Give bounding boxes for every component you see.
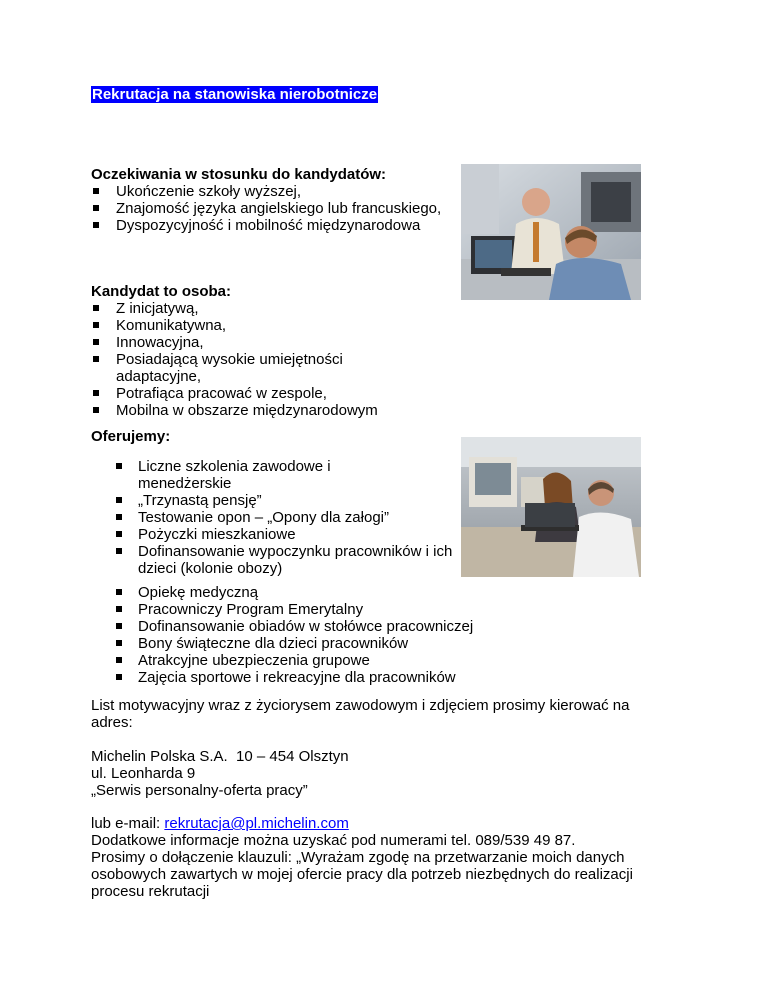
list-item: Komunikatywna, bbox=[91, 317, 451, 334]
square-bullet-icon bbox=[93, 322, 99, 328]
expectations-heading: Oczekiwania w stosunku do kandydatów: bbox=[91, 166, 387, 183]
candidate-heading: Kandydat to osoba: bbox=[91, 283, 232, 300]
offer-section-a bbox=[91, 458, 456, 577]
square-bullet-icon bbox=[116, 606, 122, 612]
candidate-list bbox=[91, 300, 451, 419]
square-bullet-icon bbox=[116, 531, 122, 537]
list-item: Pożyczki mieszkaniowe bbox=[91, 526, 456, 543]
square-bullet-icon bbox=[116, 514, 122, 520]
list-item: Zajęcia sportowe i rekreacyjne dla pracowników bbox=[91, 669, 551, 686]
office-photo-computer bbox=[461, 164, 641, 300]
email-link[interactable]: rekrutacja@pl.michelin.com bbox=[164, 815, 349, 832]
address-line: Michelin Polska S.A. 10 – 454 Olsztyn bbox=[91, 748, 349, 765]
square-bullet-icon bbox=[93, 407, 99, 413]
square-bullet-icon bbox=[116, 589, 122, 595]
address-line: ul. Leonharda 9 bbox=[91, 765, 196, 782]
square-bullet-icon bbox=[93, 305, 99, 311]
list-item: Znajomość języka angielskiego lub francuskiego, bbox=[91, 200, 446, 217]
email-prefix: lub e-mail: bbox=[91, 815, 165, 832]
square-bullet-icon bbox=[116, 463, 122, 469]
list-item: Potrafiąca pracować w zespole, bbox=[91, 385, 451, 402]
offer-list-a bbox=[91, 458, 456, 577]
square-bullet-icon bbox=[116, 657, 122, 663]
list-item: Mobilna w obszarze międzynarodowym bbox=[91, 402, 451, 419]
list-item: Dofinansowanie wypoczynku pracowników i ich dzieci (kolonie obozy) bbox=[91, 543, 458, 577]
contact-details bbox=[91, 815, 681, 900]
list-item: Posiadającą wysokie umiejętności adaptacyjne, bbox=[91, 351, 391, 385]
offer-section-b bbox=[91, 584, 551, 686]
offer-list-b bbox=[91, 584, 551, 686]
list-item: Liczne szkolenia zawodowe i menedżerskie bbox=[91, 458, 383, 492]
square-bullet-icon bbox=[93, 339, 99, 345]
phone-info: Dodatkowe informacje można uzyskać pod numerami tel. 089/539 49 87. bbox=[91, 832, 576, 849]
expectations-list bbox=[91, 183, 446, 234]
square-bullet-icon bbox=[93, 188, 99, 194]
list-item: Atrakcyjne ubezpieczenia grupowe bbox=[91, 652, 551, 669]
list-item: Dyspozycyjność i mobilność międzynarodowa bbox=[91, 217, 446, 234]
square-bullet-icon bbox=[116, 497, 122, 503]
address-line: „Serwis personalny-oferta pracy” bbox=[91, 782, 308, 799]
square-bullet-icon bbox=[116, 640, 122, 646]
email-line bbox=[91, 815, 681, 832]
square-bullet-icon bbox=[116, 548, 122, 554]
square-bullet-icon bbox=[93, 390, 99, 396]
page-title: Rekrutacja na stanowiska nierobotnicze bbox=[92, 86, 378, 103]
candidate-section bbox=[91, 283, 451, 419]
office-photo-team bbox=[461, 437, 641, 577]
square-bullet-icon bbox=[93, 356, 99, 362]
list-item: Z inicjatywą, bbox=[91, 300, 451, 317]
list-item: „Trzynastą pensję” bbox=[91, 492, 456, 509]
square-bullet-icon bbox=[93, 222, 99, 228]
list-item: Opiekę medyczną bbox=[91, 584, 551, 601]
square-bullet-icon bbox=[116, 674, 122, 680]
list-item: Innowacyjna, bbox=[91, 334, 451, 351]
expectations-section bbox=[91, 166, 446, 234]
list-item: Bony świąteczne dla dzieci pracowników bbox=[91, 635, 551, 652]
list-item: Pracowniczy Program Emerytalny bbox=[91, 601, 551, 618]
contact-intro: List motywacyjny wraz z życiorysem zawodowym i zdjęciem prosimy kierować na adres: bbox=[91, 697, 630, 731]
offer-heading: Oferujemy: bbox=[91, 428, 171, 445]
square-bullet-icon bbox=[93, 205, 99, 211]
square-bullet-icon bbox=[116, 623, 122, 629]
list-item: Dofinansowanie obiadów w stołówce pracowniczej bbox=[91, 618, 551, 635]
list-item: Testowanie opon – „Opony dla załogi” bbox=[91, 509, 456, 526]
list-item: Ukończenie szkoły wyższej, bbox=[91, 183, 446, 200]
address-block bbox=[91, 748, 671, 799]
consent-clause: Prosimy o dołączenie klauzuli: „Wyrażam zgodę na przetwarzanie moich danych osobowych zawartych w mojej ofercie pracy dla potrzeb niezbędnych do realizacji procesu rekrutacji bbox=[91, 849, 633, 900]
